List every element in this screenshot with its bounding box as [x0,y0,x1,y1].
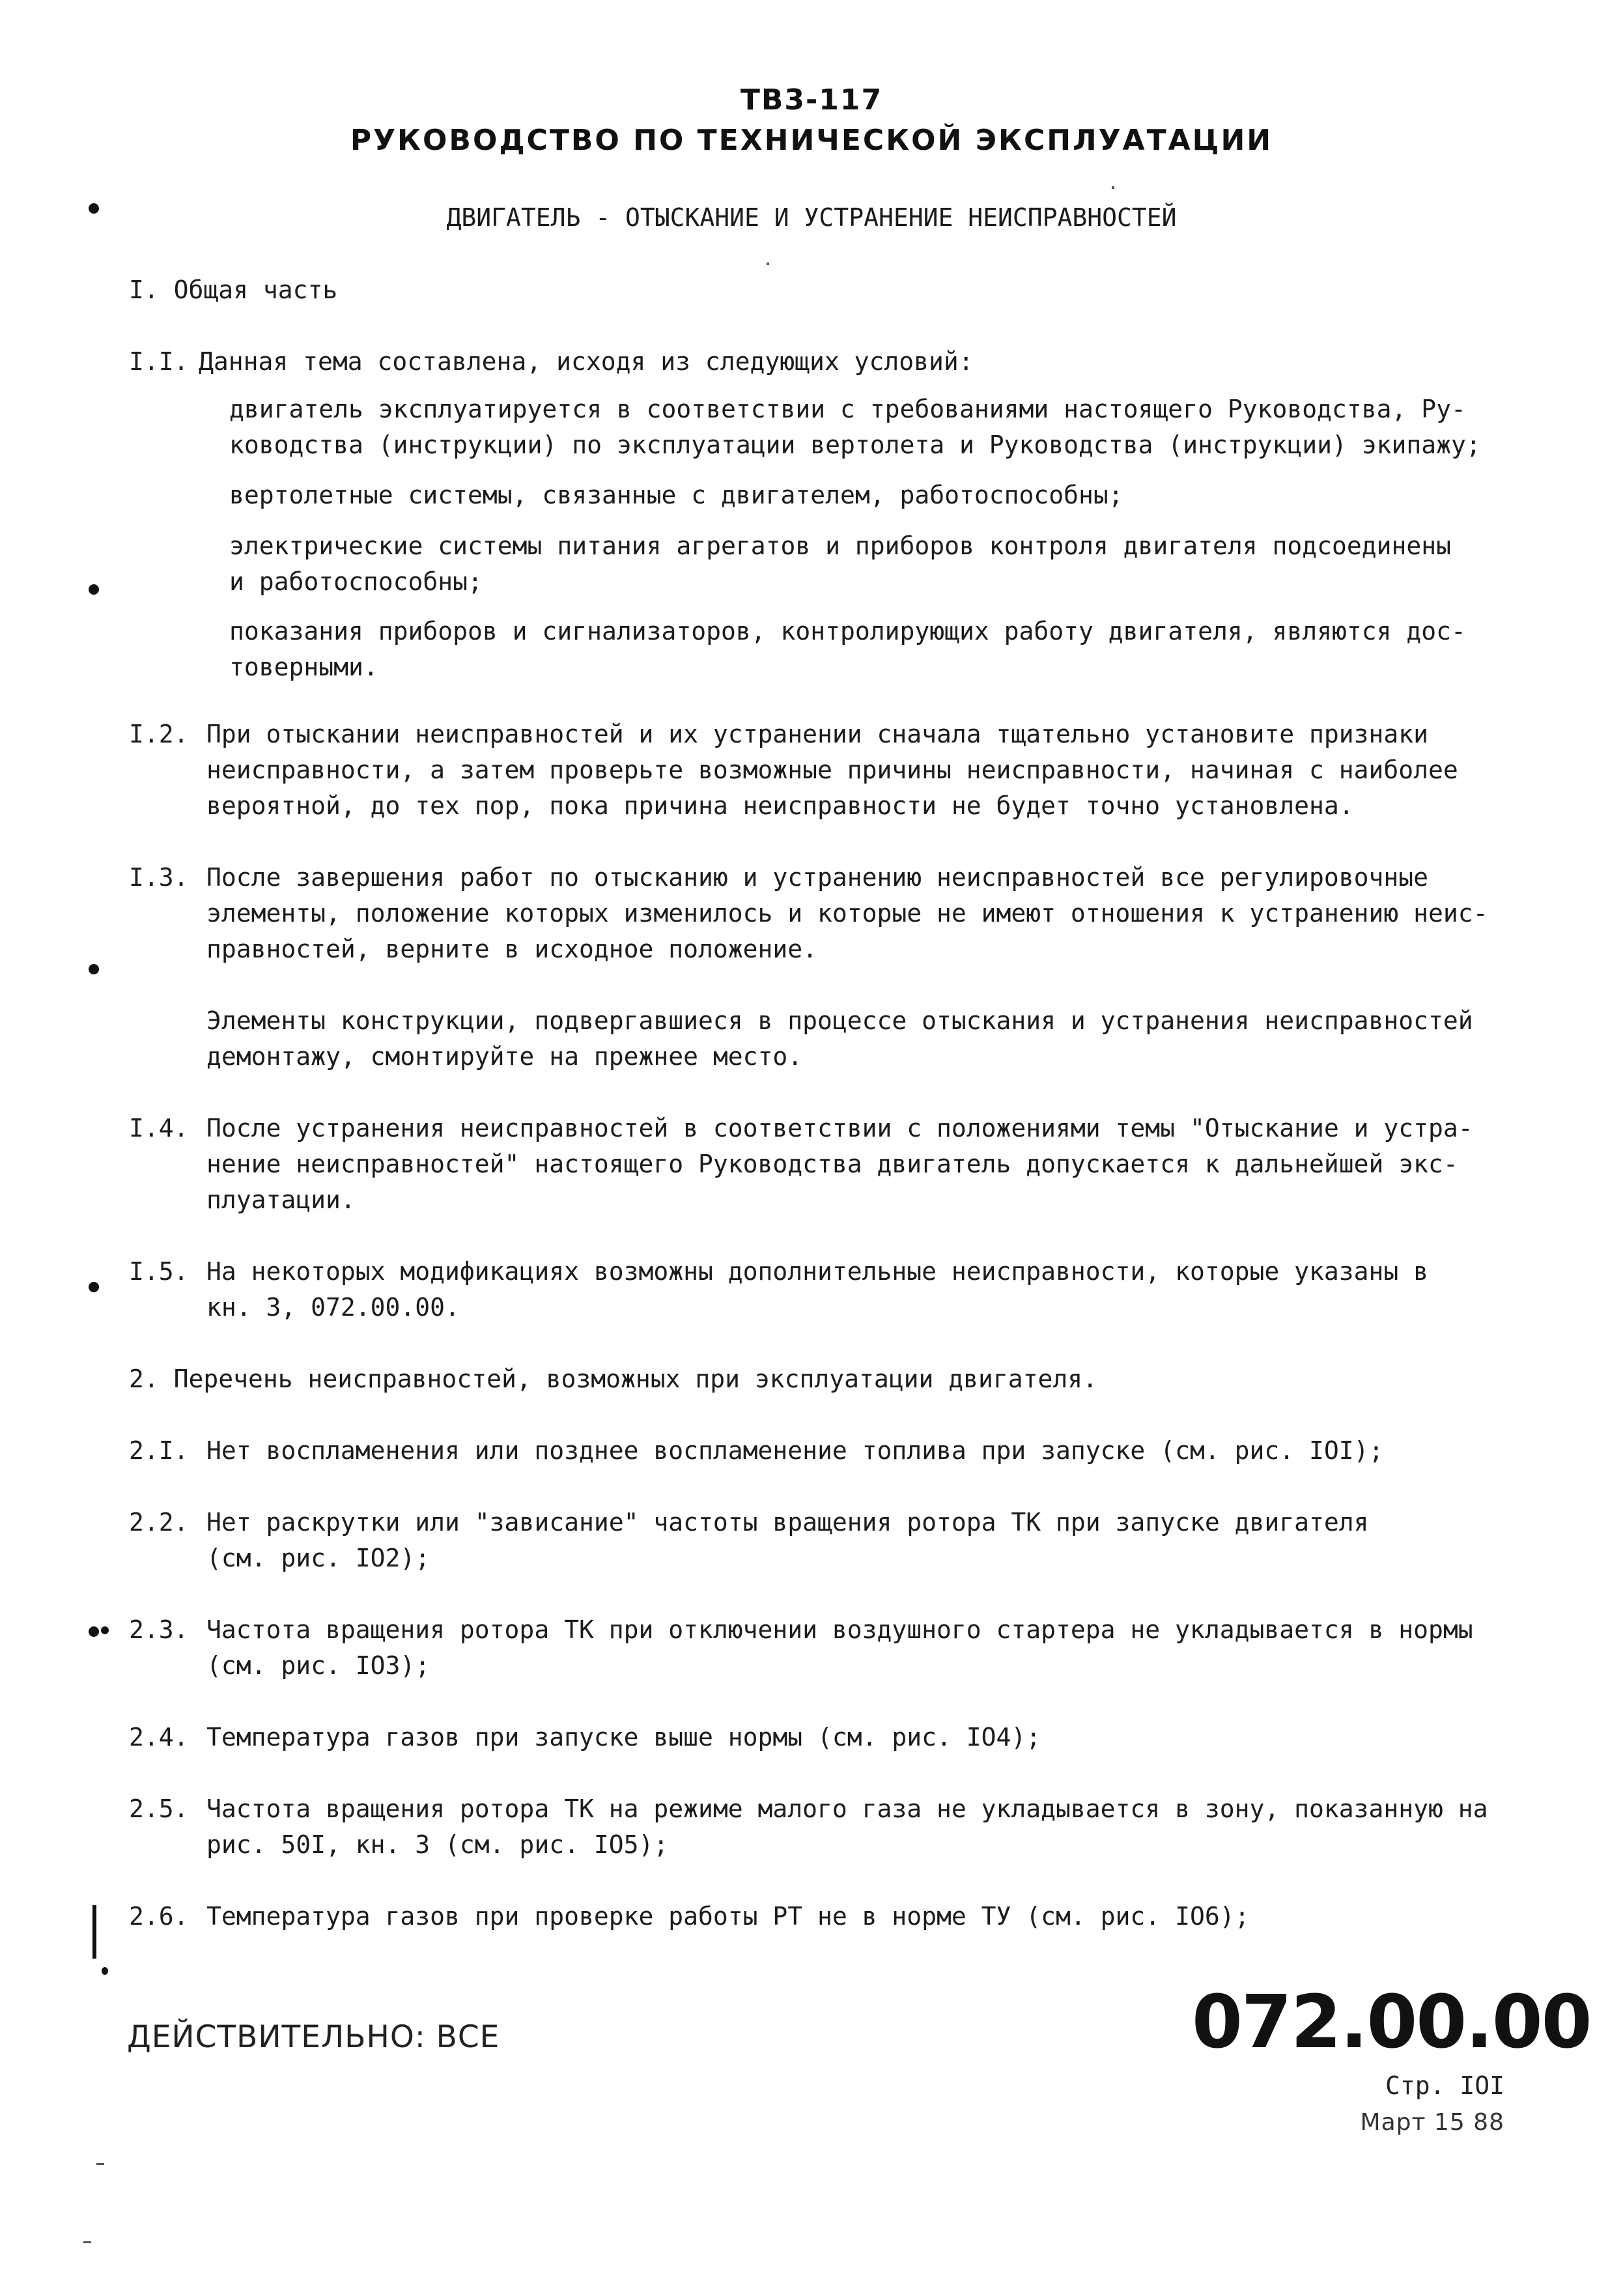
item-2-6-number: 2.6. [129,1902,189,1931]
item-1-3-number: I.3. [129,863,189,892]
item-2-3-line-2: (см. рис. IO3); [206,1651,430,1680]
condition-2: вертолетные системы, связанные с двигателем, работоспособны; [229,481,1123,509]
scan-speck [767,262,769,265]
item-1-2-line-2: неисправности, а затем проверьте возможные причины неисправности, начиная с наиболее [206,756,1458,784]
item-1-3-line-3: правностей, верните в исходное положение. [206,935,817,963]
section-2-heading: 2. Перечень неисправностей, возможных при эксплуатации двигателя. [129,1365,1098,1393]
punch-hole-mark [89,584,99,595]
punch-hole-mark [89,1282,99,1292]
item-1-5-line-2: кн. 3, 072.00.00. [206,1293,460,1322]
punch-hole-mark [89,964,99,974]
document-number: 072.00.00 [1192,1980,1591,2065]
condition-1-line-1: двигатель эксплуатируется в соответствии с требованиями настоящего Руководства, Ру- [229,395,1466,423]
item-2-4-text: Температура газов при запуске выше нормы (см. рис. IO4); [206,1723,1041,1751]
item-2-2-line-2: (см. рис. IO2); [206,1544,430,1572]
item-1-4-line-1: После устранения неисправностей в соответствии с положениями темы "Отыскание и устра- [206,1114,1473,1142]
effectivity-label: ДЕЙСТВИТЕЛЬНО: ВСЕ [127,2019,500,2055]
item-1-5-line-1: На некоторых модификациях возможны дополнительные неисправности, которые указаны в [206,1257,1428,1286]
scan-speck [1112,186,1114,189]
item-2-5-line-1: Частота вращения ротора ТК на режиме малого газа не укладывается в зону, показанную на [206,1794,1488,1823]
item-2-5-line-2: рис. 50I, кн. 3 (см. рис. IO5); [206,1830,669,1859]
item-2-5-number: 2.5. [129,1794,189,1823]
section-1-heading: I. Общая часть [129,276,338,304]
scan-speck [96,2163,104,2165]
condition-1-line-2: ководства (инструкции) по эксплуатации вертолета и Руководства (инструкции) экипажу; [229,431,1481,459]
scan-speck [83,2241,91,2243]
item-1-5-number: I.5. [129,1257,189,1286]
revision-bar [92,1905,96,1959]
item-1-3-line-1: После завершения работ по отысканию и устранению неисправностей все регулировочные [206,863,1428,892]
item-2-3-number: 2.3. [129,1615,189,1644]
item-1-3-paragraph-2-line-2: демонтажу, смонтируйте на прежнее место. [206,1042,803,1071]
condition-3-line-1: электрические системы питания агрегатов и приборов контроля двигателя подсоединены [229,531,1451,560]
item-1-1-number: I.I. [129,347,189,376]
punch-hole-mark [102,1967,108,1975]
item-2-3-line-1: Частота вращения ротора ТК при отключении воздушного стартера не укладывается в нормы [206,1615,1473,1644]
item-1-2-line-1: При отыскании неисправностей и их устранении сначала тщательно установите признаки [206,720,1428,748]
item-2-6-text: Температура газов при проверке работы РТ не в норме ТУ (см. рис. IO6); [206,1902,1250,1931]
item-1-1-text: Данная тема составлена, исходя из следующих условий: [199,347,974,376]
doc-title: РУКОВОДСТВО ПО ТЕХНИЧЕСКОЙ ЭКСПЛУАТАЦИИ [350,124,1273,157]
item-1-4-line-2: нение неисправностей" настоящего Руководства двигатель допускается к дальнейшей экс- [206,1150,1458,1178]
condition-3-line-2: и работоспособны; [229,567,483,596]
item-1-4-line-3: плуатации. [206,1185,356,1214]
doc-code: ТВ3-117 [740,83,883,117]
item-2-1-text: Нет воспламенения или позднее воспламенение топлива при запуске (см. рис. IOI); [206,1436,1384,1465]
page-number: Стр. IOI [1385,2071,1504,2100]
item-1-3-line-2: элементы, положение которых изменилось и которые не имеют отношения к устранению неис- [206,899,1488,928]
revision-date: Март 15 88 [1360,2109,1504,2136]
item-1-3-paragraph-2-line-1: Элементы конструкции, подвергавшиеся в процессе отыскания и устранения неисправностей [206,1006,1473,1035]
section-title: ДВИГАТЕЛЬ - ОТЫСКАНИЕ И УСТРАНЕНИЕ НЕИСПРАВНОСТЕЙ [446,203,1177,232]
item-1-4-number: I.4. [129,1114,189,1142]
punch-hole-mark [101,1626,109,1634]
condition-4-line-1: показания приборов и сигнализаторов, контролирующих работу двигателя, являются дос- [229,617,1466,645]
item-2-2-number: 2.2. [129,1508,189,1537]
punch-hole-mark [89,1626,99,1637]
item-1-2-line-3: вероятной, до тех пор, пока причина неисправности не будет точно установлена. [206,791,1354,820]
punch-hole-mark [89,203,99,214]
item-2-2-line-1: Нет раскрутки или "зависание" частоты вращения ротора ТК при запуске двигателя [206,1508,1369,1537]
item-1-2-number: I.2. [129,720,189,748]
condition-4-line-2: товерными. [229,653,378,681]
item-2-1-number: 2.I. [129,1436,189,1465]
item-2-4-number: 2.4. [129,1723,189,1751]
